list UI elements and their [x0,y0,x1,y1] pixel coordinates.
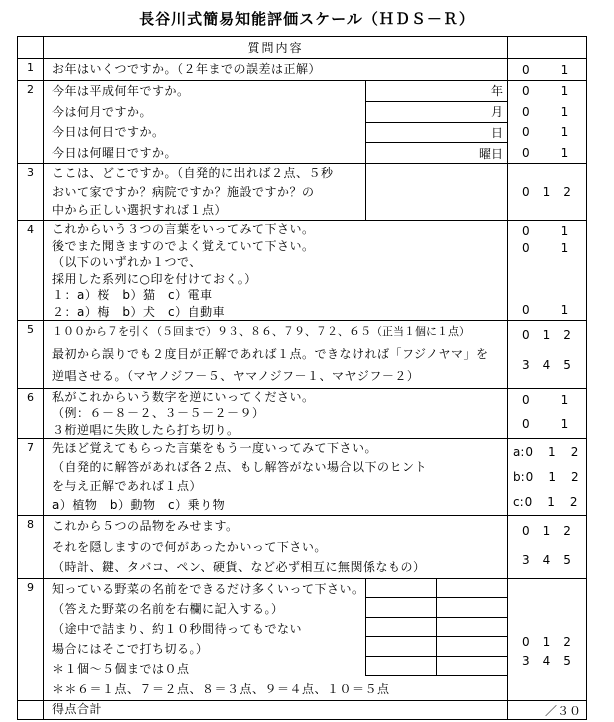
question-line: （自発的に解答があれば各２点、もし解答がない場合以下のヒント [52,460,428,474]
question-row-1 [18,59,586,81]
score-option: 0 [522,524,530,538]
answer-box-year[interactable] [366,81,507,102]
answer-box-day[interactable] [366,123,507,144]
score-line [508,61,586,79]
question-number: 2 [18,81,44,163]
answer-box-label: 日 [490,125,503,140]
score-option: 0 [522,125,530,140]
question-row-6 [18,389,586,439]
question-cell [44,439,508,515]
question-cell [44,579,508,700]
question-cell [44,81,508,163]
question-line: 今日は何日ですか。 [52,125,165,139]
score-option: 1 [560,302,569,317]
question-line: ここは、どこですか。（自発的に出れば２点、５秒 [52,166,334,180]
answer-box-label: 月 [490,105,503,120]
score-line [508,443,586,461]
score-option: 2 [570,445,579,459]
question-line: ＊１個～５個までは０点 [52,662,190,677]
score-line [508,239,586,256]
question-line: 先ほど覚えてもらった言葉をもう一度いってみて下さい。 [52,441,378,455]
score-cell [508,221,586,320]
question-line: 採用した系列に○印を付けておく。） [52,271,257,286]
score-option: 0 [522,104,530,119]
question-line: （途中で詰まり、約１０秒間待ってもでない [52,622,303,637]
question-line: を与え正解であれば１点） [52,479,203,493]
question-cell [44,516,508,578]
score-option: 4 [542,654,551,668]
score-option: 2 [569,495,578,509]
score-line [508,493,586,511]
question-number: 9 [18,579,44,700]
score-option: 1 [560,62,569,77]
question-number: 3 [18,164,44,220]
question-line: 最初から誤りでも２度目が正解であれば１点。できなければ「フジノヤマ」を [52,347,489,361]
answer-box-weekday[interactable] [366,143,507,163]
score-option: 0 [522,417,530,431]
vegetable-cell[interactable] [437,657,508,676]
score-cell [508,164,586,220]
question-number: 5 [18,321,44,388]
score-prefix: b: [513,470,525,484]
score-option: 3 [522,654,530,668]
header-question-label: 質問内容 [44,37,508,58]
score-option: 5 [563,553,571,567]
score-cell [508,59,586,80]
answer-box-label: 年 [490,84,503,99]
answer-box-column [365,81,507,163]
total-num-cell [18,701,44,719]
score-cell [508,439,586,515]
score-line [508,391,586,409]
question-line: それを隠しますので何があったかいって下さい。 [52,539,327,554]
score-line [508,122,586,143]
question-row-2 [18,81,586,164]
vegetable-cell[interactable] [437,579,508,598]
question-line: 私がこれからいう数字を逆にいってください。 [52,390,315,404]
vegetable-cell[interactable] [366,579,437,598]
question-cell [44,164,508,220]
score-option: 0 [522,84,530,99]
question-line: 今年は平成何年ですか。 [52,84,190,98]
question-line: （以下のいずれか１つで、 [52,255,202,269]
score-option: 2 [570,470,579,484]
score-line [508,633,571,651]
score-option: 2 [563,635,571,649]
score-option: 5 [563,654,571,668]
score-option: 1 [560,393,569,407]
question-line: ３桁逆唱に失敗したら打ち切り。 [52,422,240,437]
total-score-cell [508,701,586,719]
question-row-4 [18,221,586,321]
question-line: これからいう３つの言葉をいってみて下さい。 [52,222,315,236]
question-line: 中から正しい選択すれば１点） [52,203,228,218]
question-cell [44,321,508,388]
question-line: 逆唱させる。（マヤノジフ－５、ヤマノジフ－１、マヤジフ－２） [52,369,420,383]
score-option: 0 [522,185,530,199]
score-option: 4 [542,358,551,372]
score-option: 1 [542,185,551,199]
score-option: 0 [522,223,530,238]
question-line: 知っている野菜の名前をできるだけ多くいって下さい。 [52,582,365,596]
question-line: これから５つの品物をみせます。 [52,519,239,533]
total-label-cell [44,701,508,719]
question-cell [44,389,508,438]
vegetable-cell[interactable] [366,618,437,637]
score-option: 0 [522,328,530,342]
question-cell [44,221,508,320]
score-option: 0 [522,145,530,160]
score-option: 3 [522,553,530,567]
question-row-8 [18,516,586,579]
question-line: ＊＊６＝１点、７＝２点、８＝３点、９＝４点、１０＝５点 [52,682,390,697]
score-line [508,222,586,239]
score-line [508,356,586,374]
score-cell [508,389,586,438]
question-line: （例：６－８－２、３－５－２－９） [52,406,265,421]
score-prefix: a: [513,445,525,459]
score-option: 1 [547,495,555,509]
score-option: 0 [524,495,533,509]
score-line [508,468,586,486]
score-option: 4 [542,553,551,567]
score-option: 1 [560,417,569,431]
header-row [18,37,586,59]
question-cell [44,59,508,80]
score-option: 0 [525,445,534,459]
page-title: 長谷川式簡易知能評価スケール（ＨＤＳ－Ｒ） [139,10,475,28]
score-option: 1 [542,328,551,342]
question-line: 今日は何曜日ですか。 [52,145,178,160]
question-line: 今は何月ですか。 [52,104,153,119]
question-row-3 [18,164,586,221]
total-label: 得点合計 [52,702,103,716]
score-cell [508,321,586,388]
vegetable-cell[interactable] [437,598,508,617]
question-row-5 [18,321,586,389]
score-option: 2 [563,185,571,199]
score-option: 2 [563,328,571,342]
score-option: 0 [522,393,530,407]
vegetable-cell[interactable] [366,637,437,656]
score-option: 1 [560,125,569,140]
question-number: 6 [18,389,44,438]
total-row [18,701,586,719]
score-line [508,652,571,670]
answer-box-place[interactable] [365,164,507,220]
question-number: 8 [18,516,44,578]
vegetable-cell[interactable] [366,657,437,676]
question-number: 1 [18,59,44,80]
question-line: １００から７を引く（５回まで）９３、８６、７９、７２、６５（正当１個に１点） [52,325,470,338]
score-option: 0 [522,635,530,649]
question-row-9 [18,579,586,701]
vegetable-cell[interactable] [366,598,437,617]
score-option: 1 [560,145,569,160]
question-line: （時計、鍵、タバコ、ペン、硬貨、など必ず相互に無関係なもの） [52,560,426,575]
score-line [508,551,586,569]
question-number: 4 [18,221,44,320]
score-line [508,102,586,123]
score-cell [508,579,586,700]
score-option: 1 [542,635,551,649]
score-option: 0 [525,470,534,484]
score-option: 0 [522,62,530,77]
score-cell [508,81,586,163]
score-option: 1 [560,84,569,99]
score-option: 5 [563,358,571,372]
score-option: 1 [548,445,556,459]
score-line [508,143,586,164]
score-option: 3 [522,358,530,372]
score-cell [508,516,586,578]
score-option: 2 [563,524,571,538]
score-option: 1 [548,470,556,484]
score-option: 1 [560,223,569,238]
score-line [508,415,586,433]
vegetable-name-grid [365,579,507,676]
header-score-cell [508,37,586,58]
question-line: 場合にはそこで打ち切る。） [52,642,209,657]
header-num-cell [18,37,44,58]
question-line: 後でまた聞きますのでよく覚えていて下さい。 [52,238,315,253]
question-line: a）植物 b）動物 c）乗り物 [52,498,226,512]
hdsr-table [17,36,587,720]
score-line [508,183,586,201]
question-line: ２：a）梅 b）犬 c）自動車 [52,304,226,319]
score-line [508,301,586,318]
total-score-value: ／３０ [544,703,581,718]
question-number: 7 [18,439,44,515]
score-option: 0 [522,240,530,255]
answer-box-label: 曜日 [478,146,503,161]
question-line: お年はいくつですか。（２年までの誤差は正解） [52,62,322,76]
score-option: 1 [560,240,569,255]
score-line [508,326,586,344]
question-line: １：a）桜 b）猫 c）電車 [52,288,213,302]
score-option: 1 [560,104,569,119]
score-prefix: c: [513,495,524,509]
score-line [508,81,586,102]
score-line [508,522,586,540]
question-row-7 [18,439,586,516]
vegetable-cell[interactable] [437,618,508,637]
score-option: 1 [542,524,551,538]
question-line: （答えた野菜の名前を右欄に記入する。） [52,602,284,617]
vegetable-cell[interactable] [437,637,508,656]
answer-box-month[interactable] [366,102,507,123]
score-option: 0 [522,302,530,317]
question-line: おいて家ですか？病院ですか？施設ですか？の [52,184,315,199]
